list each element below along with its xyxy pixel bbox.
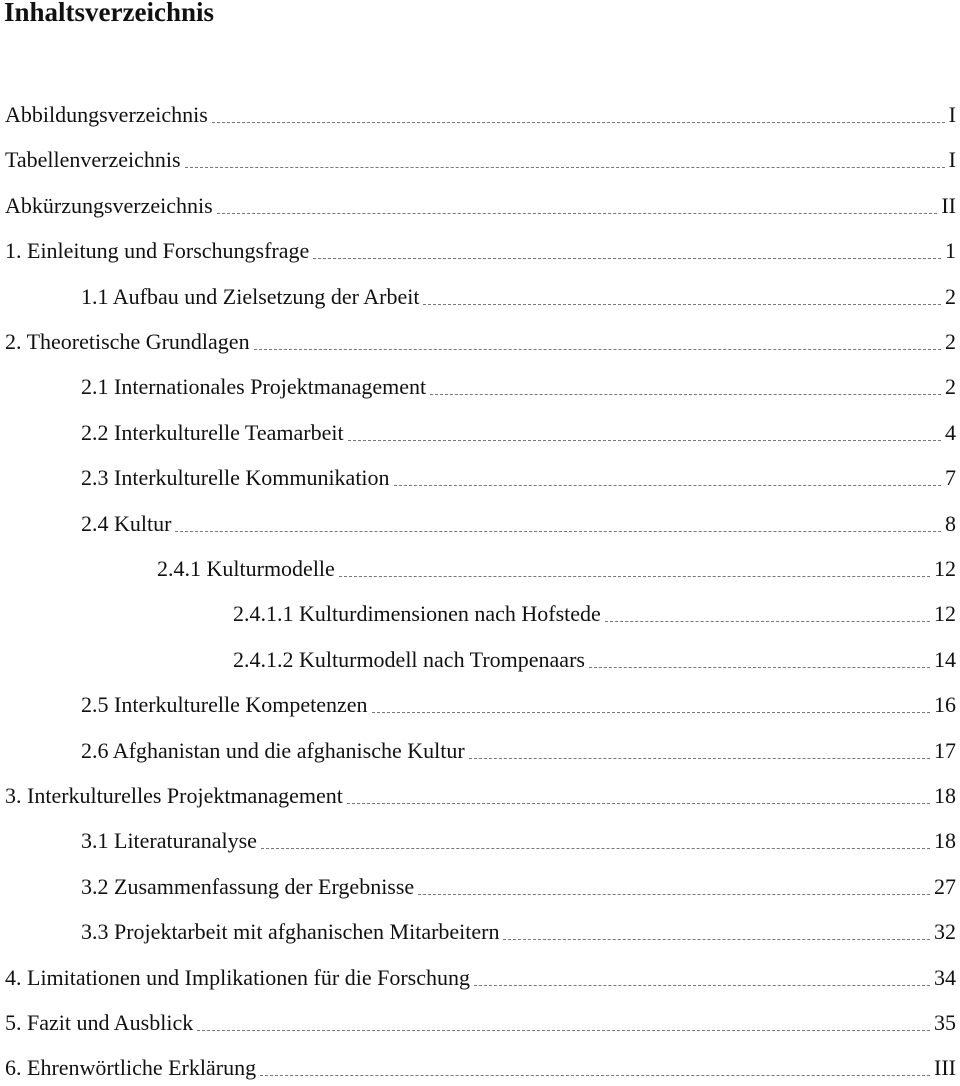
- dotted-leader: [347, 803, 930, 804]
- toc-entry-label: 2.5 Interkulturelle Kompetenzen: [81, 692, 368, 718]
- toc-entry[interactable]: [0, 189, 956, 219]
- dotted-leader: [503, 939, 930, 940]
- toc-entry-label: 3.2 Zusammenfassung der Ergebnisse: [81, 873, 415, 899]
- toc-entry[interactable]: [0, 98, 956, 128]
- dotted-leader: [260, 1075, 930, 1076]
- dotted-leader: [430, 394, 941, 395]
- dotted-leader: [197, 1030, 930, 1031]
- dotted-leader: [339, 576, 930, 577]
- toc-entry-label: 2.3 Interkulturelle Kommunikation: [81, 465, 390, 491]
- toc-entry-page: III: [934, 1055, 956, 1081]
- toc-entry-page: 2: [945, 329, 956, 354]
- toc-entry-page: 34: [934, 964, 956, 990]
- toc-entry[interactable]: [0, 779, 956, 809]
- toc-entry[interactable]: [0, 915, 956, 945]
- toc-entry-page: 2: [945, 374, 956, 400]
- toc-entry[interactable]: [0, 416, 956, 446]
- toc-entry-page: 4: [945, 419, 956, 445]
- toc-entry[interactable]: [0, 280, 956, 310]
- toc-entry-label: 2.4.1.2 Kulturmodell nach Trompenaars: [233, 646, 585, 672]
- toc-entry[interactable]: [0, 643, 956, 673]
- toc-entry-label: 3.1 Literaturanalyse: [81, 828, 257, 854]
- toc-entry-label: 4. Limitationen und Implikationen für die Forschung: [5, 964, 470, 990]
- toc-entry[interactable]: [0, 734, 956, 764]
- toc-entry-page: 7: [945, 465, 956, 491]
- toc-entry[interactable]: [0, 870, 956, 900]
- dotted-leader: [605, 621, 930, 622]
- toc-entry-page: 18: [934, 828, 956, 854]
- toc-entry[interactable]: [0, 370, 956, 400]
- toc-entry-label: 5. Fazit und Ausblick: [5, 1010, 194, 1035]
- toc-entry-label: 2.4 Kultur: [81, 510, 172, 536]
- page-title: Inhaltsverzeichnis: [4, 0, 215, 27]
- toc-entry-page: 2: [945, 283, 956, 309]
- toc-entry-label: Tabellenverzeichnis: [5, 147, 181, 173]
- toc-entry-page: 14: [934, 646, 956, 672]
- dotted-leader: [313, 258, 941, 259]
- dotted-leader: [185, 167, 945, 168]
- toc-entry-label: 1. Einleitung und Forschungsfrage: [5, 238, 310, 264]
- dotted-leader: [261, 848, 930, 849]
- toc-entry-page: 1: [945, 238, 956, 264]
- toc-entry[interactable]: [0, 1051, 956, 1081]
- toc-entry-page: 17: [934, 737, 956, 763]
- toc-entry-label: 6. Ehrenwörtliche Erklärung: [5, 1055, 257, 1081]
- dotted-leader: [423, 304, 941, 305]
- toc-entry-page: 16: [934, 692, 956, 718]
- toc-entry-label: 2.1 Internationales Projektmanagement: [81, 374, 427, 400]
- dotted-leader: [254, 349, 941, 350]
- dotted-leader: [469, 758, 930, 759]
- toc-entry-page: I: [948, 102, 956, 127]
- toc-entry-label: 1.1 Aufbau und Zielsetzung der Arbeit: [81, 283, 420, 309]
- toc-entry-label: 2.6 Afghanistan und die afghanische Kultur: [81, 737, 465, 763]
- dotted-leader: [418, 894, 930, 895]
- toc-entry[interactable]: [0, 688, 956, 718]
- toc-entry[interactable]: [0, 961, 956, 991]
- toc-entry[interactable]: [0, 597, 956, 627]
- toc-entry-page: 18: [934, 783, 956, 808]
- toc-entry-page: 27: [934, 873, 956, 899]
- dotted-leader: [372, 712, 930, 713]
- dotted-leader: [394, 485, 941, 486]
- toc-entry-page: 12: [934, 556, 956, 581]
- toc-entry-page: 32: [934, 919, 956, 945]
- toc-entry-label: Abkürzungsverzeichnis: [5, 192, 213, 218]
- toc-entry-label: 2. Theoretische Grundlagen: [5, 329, 250, 354]
- dotted-leader: [212, 122, 945, 123]
- toc-entry[interactable]: [0, 234, 956, 264]
- toc-entry[interactable]: [0, 507, 956, 537]
- toc-entry-page: 35: [934, 1010, 956, 1035]
- dotted-leader: [589, 667, 930, 668]
- toc-entry-label: 3. Interkulturelles Projektmanagement: [5, 783, 343, 808]
- toc-entry[interactable]: [0, 1006, 956, 1036]
- toc-entry-label: 3.3 Projektarbeit mit afghanischen Mitarbeitern: [81, 919, 500, 945]
- toc-entry[interactable]: [0, 325, 956, 355]
- toc-entry-label: 2.2 Interkulturelle Teamarbeit: [81, 419, 344, 445]
- toc-entry-page: 12: [934, 601, 956, 627]
- toc-entry-label: 2.4.1 Kulturmodelle: [157, 556, 335, 581]
- toc-entry[interactable]: [0, 143, 956, 173]
- dotted-leader: [217, 213, 938, 214]
- toc-entry-page: I: [948, 147, 956, 173]
- toc-entry-label: 2.4.1.1 Kulturdimensionen nach Hofstede: [233, 601, 601, 627]
- dotted-leader: [348, 440, 941, 441]
- dotted-leader: [474, 985, 930, 986]
- toc-entry[interactable]: [0, 552, 956, 582]
- toc-entry[interactable]: [0, 461, 956, 491]
- toc-entry-page: 8: [945, 510, 956, 536]
- toc-entry-label: Abbildungsverzeichnis: [5, 102, 208, 127]
- toc-entry[interactable]: [0, 824, 956, 854]
- dotted-leader: [175, 531, 941, 532]
- toc-entry-page: II: [941, 192, 956, 218]
